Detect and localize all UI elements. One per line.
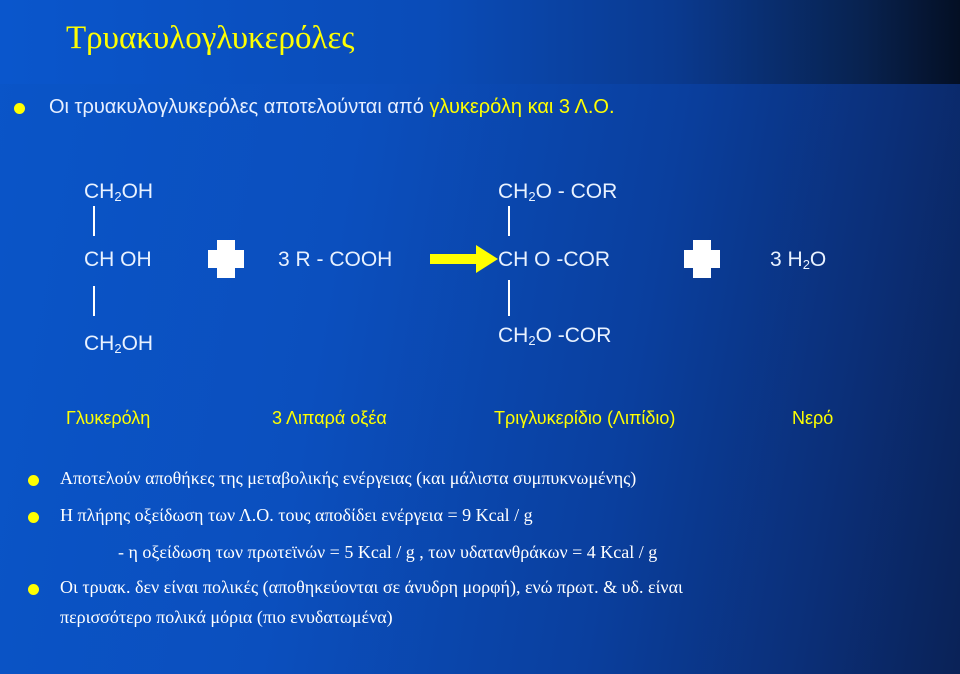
bullet-3 bbox=[28, 584, 39, 595]
water-formula: 3 $H_2O$ bbox=[770, 248, 827, 272]
label-glycerol: Γλυκερόλη bbox=[66, 408, 151, 428]
slide-title: Τρυακυλογλυκερόλες bbox=[66, 20, 355, 56]
intro-bullet bbox=[14, 103, 25, 114]
reaction-arrow-icon bbox=[430, 245, 498, 273]
intro-line bbox=[49, 96, 615, 119]
glycerol-line1: $CH_2OH$ bbox=[84, 180, 154, 204]
bullet-3-text-line2: περισσότερο πολικά μόρια (πιο ενυδατωμένα) bbox=[60, 607, 393, 627]
bullet-1 bbox=[28, 475, 39, 486]
intro-text: Οι τρυακυλογλυκερόλες αποτελούνται από bbox=[49, 96, 430, 118]
bullet-1-text: Αποτελούν αποθήκες της μεταβολικής ενέργειας (και μάλιστα συμπυκνωμένης) bbox=[60, 468, 637, 488]
glycerol-bond-bottom bbox=[93, 286, 95, 316]
bullet-2 bbox=[28, 512, 39, 523]
bullet-3-text-line1: Οι τρυακ. δεν είναι πολικές (αποθηκεύονται σε άνυδρη μορφή), ενώ πρωτ. & υδ. είναι bbox=[60, 577, 683, 597]
plus-icon bbox=[684, 240, 720, 278]
intro-highlight: γλυκερόλη και 3 Λ.Ο. bbox=[429, 96, 615, 118]
triglyceride-bond-bottom bbox=[508, 280, 510, 316]
glycerol-line2: CH OH bbox=[84, 248, 152, 271]
fatty-acids-formula: 3 R - COOH bbox=[278, 248, 393, 271]
plus-icon bbox=[208, 240, 244, 278]
triglyceride-bond-top bbox=[508, 206, 510, 236]
label-water: Νερό bbox=[792, 408, 834, 428]
label-triglyceride: Τριγλυκερίδιο (Λιπίδιο) bbox=[494, 408, 676, 428]
label-fatty-acids: 3 Λιπαρά οξέα bbox=[272, 408, 387, 428]
triglyceride-line3: $CH_2O$ -COR bbox=[498, 324, 612, 348]
triglyceride-line2: CH O -COR bbox=[498, 248, 610, 271]
sub-bullet-text: - η οξείδωση των πρωτεϊνών = 5 Kcal / g , των υδατανθράκων = 4 Kcal / g bbox=[118, 542, 658, 562]
glycerol-line3: $CH_2OH$ bbox=[84, 332, 154, 356]
glycerol-bond-top bbox=[93, 206, 95, 236]
bullet-2-text: Η πλήρης οξείδωση των Λ.Ο. τους αποδίδει ενέργεια = 9 Kcal / g bbox=[60, 505, 533, 525]
triglyceride-line1: $CH_2O$ - COR bbox=[498, 180, 618, 204]
